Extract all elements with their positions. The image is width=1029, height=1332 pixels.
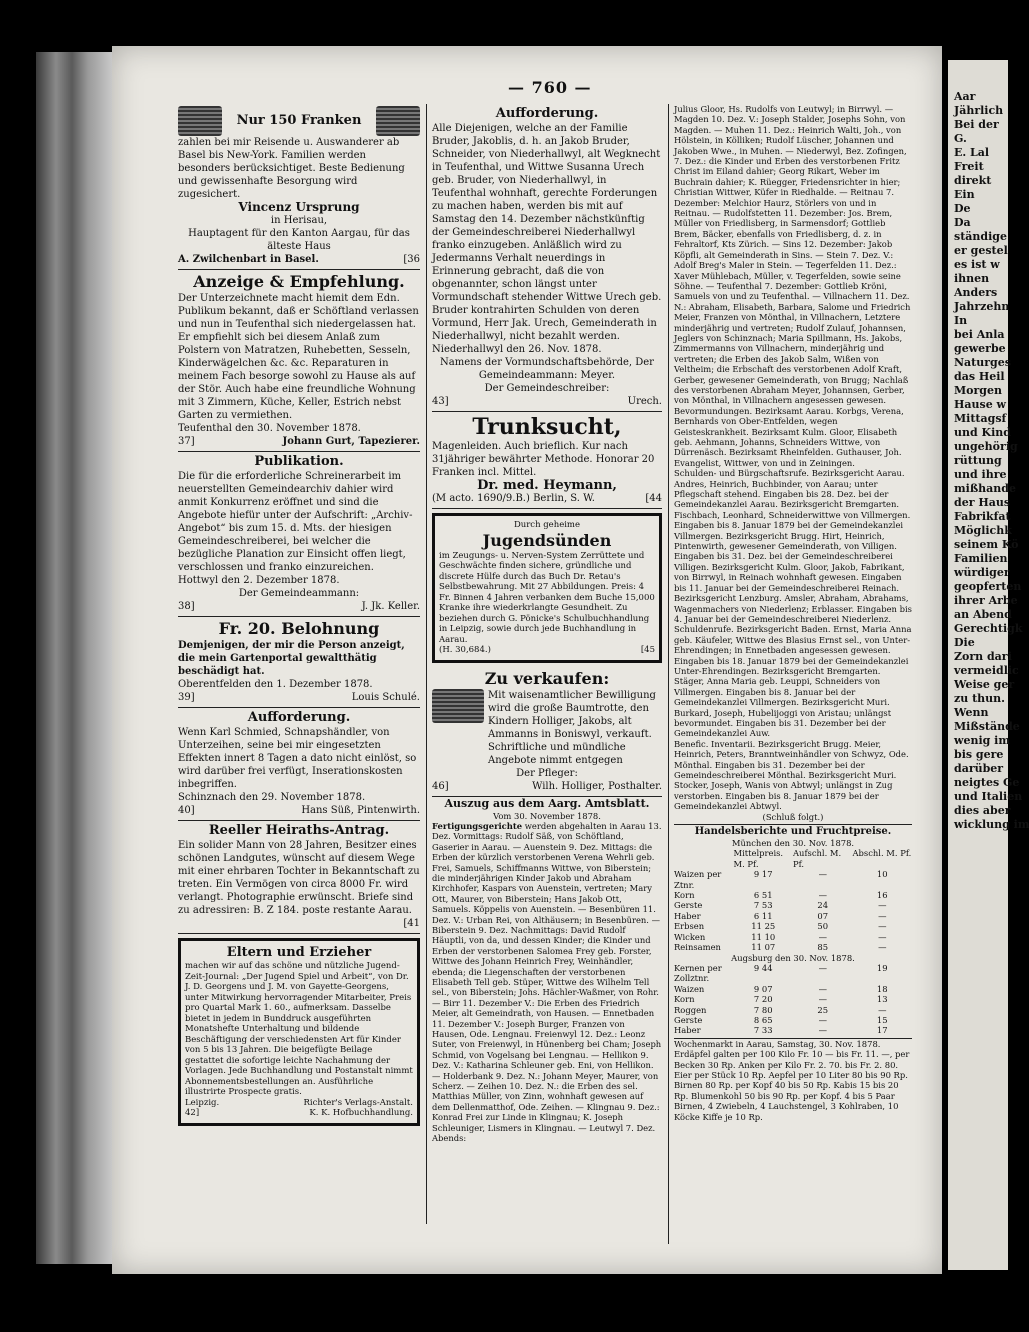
table-cell: Erbsen [674,921,705,932]
ad-office-2: Der Gemeindeschreiber: [484,383,610,394]
right-page-line: und Italien [954,790,1023,803]
ad-date: Oberentfelden den 1. Dezember 1878. [178,679,373,690]
ad-body: Alle Diejenigen, welche an der Familie Bruder, Jakoblis, d. h. an Jakob Bruder, Schneider, von Niederhallwyl, alt Wegknecht in Teufenthal, und Wittwe Susanna Urech geb. Bruder, von Niederhallwyl, in Teufenthal wohnhaft, gerechte Forderungen zu machen haben, werden bis mit auf Samstag den 14. Dezember nächstkünftig der Gemeindeschreiberei Niederhallwyl franko einzugeben. Anläßlich wird zu Jedermanns Verhalt neuerdings in Erinnerung gebracht, daß die von obgenannter, schon längst unter Vormundschaft stehender Wittwe Urech geb. Bruder kontrahirten Schulden von deren Vormund, Herr Jak. Urech, Gemeinderath in Niederhallwyl, nicht bezahlt werden. [432,123,662,342]
right-page-line: geopferten [954,580,1022,593]
page-number: — 760 — [508,78,592,97]
table-cell: — [878,942,887,953]
ad-number: [36 [403,254,420,265]
ad-date: Teufenthal den 30. November 1878. [178,423,361,434]
ad-number: [44 [645,493,662,504]
ad-name: Dr. med. Heymann, [477,478,617,493]
right-page-line: Familien [954,552,1008,565]
right-page-line: vermeidlic [954,664,1019,677]
ad-parents-educators [178,938,420,1126]
gazette-title: Auszug aus dem Aarg. Amtsblatt. [444,796,650,810]
ad-number: [41 [403,918,420,929]
column-rule-1 [426,104,427,1224]
right-page-line: es ist w [954,258,1000,271]
right-page-line: der Haus [954,496,1011,509]
right-page-line: Jährlich [954,104,1004,117]
table-cell: 11 10 [751,931,776,942]
ad-summons-2 [432,104,662,412]
ad-number: 38] [178,601,195,612]
ad-title: Aufforderung. [495,106,599,121]
table-row [674,900,912,910]
right-page-line: Naturges [954,356,1011,369]
table-header-cell: Aufschl. M. Pf. [793,848,842,869]
munich-price-table [674,848,912,952]
ad-body: Die für die erforderliche Schreinerarbeit im neuerstellten Gemeindearchiv dahier wird anmit Konkurrenz eröffnet und sind die Angebote hiefür unter der Aufschrift: „Archiv-Angebot“ bis zum 15. d. Mts. der hiesigen Gemeindeschreiberei, bei welcher die bezügliche Planation zur Einsicht offen liegt, verschlossen und franko einzureichen. [178,471,413,573]
ad-name: Vincenz Ursprung [238,200,360,214]
table-cell: Kernen per Zollztnr. [674,962,722,984]
table-cell: — [818,983,827,994]
ad-code: (H. 30,684.) [439,645,491,655]
table-cell: 16 [876,890,888,901]
ad-body: im Zeugungs- u. Nerven-System Zerrüttete und Geschwächte finden sichere, gründliche und discrete Hülfe durch das Buch Dr. Retau's Selbstbewahrung. Mit 27 Abbildungen. Preis: 4 Fr. Binnen 4 Jahren verbanken dem Buche 15,000 Kranke ihre wiederkrlangte Gesundheit. Zu beziehen durch G. Pönicke's Schulbuchhandlung in Leipzig, sowie durch jede Buchhandlung in Aarau. [439,550,655,645]
table-cell: Roggen [674,1004,707,1015]
table-header-cell [674,848,734,869]
ad-body: Demjenigen, der mir die Person anzeigt, die mein Gartenportal gewaltthätig beschädigt hat. [178,640,405,677]
table-row [674,984,912,994]
table-header-cell: Abschl. M. Pf. [852,848,912,859]
ad-body: Wenn Karl Schmied, Schnapshändler, von Unterzeihen, seine bei mir eingesetzten Effekten innert 8 Tagen a dato nicht einlöst, so wird darüber frei verfügt, Inserationskosten inbegriffen. [178,727,417,790]
right-page-line: Wenn [954,706,989,719]
right-page-line: und ihre [954,468,1007,481]
table-cell: 9 17 [753,869,773,880]
table-row [674,994,912,1004]
ad-title: Jugendsünden [482,530,612,550]
right-page-line: Da [954,216,971,229]
right-page-line: Bei der [954,118,999,131]
book-spine [36,52,116,1264]
right-page-line: Mittagsf [954,412,1007,425]
ad-date: Niederhallwyl den 26. Nov. 1878. [432,344,602,355]
gazette-text-5: Benefic. Inventarii. Bezirksgericht Brugg. Meier, Heinrich, Peters, Branntweinhändler von Schwyz, Ode. Mönthal. Eingaben bis 31. Dezember bei der Gemeindeschreiberei Mönthal. Bezirksgericht Muri. Stocker, Joseph, Wanis von Abtwyl; unlängst in Zug verstorben. Eingaben bis 8. Januar 1879 bei der Gemeindekanzlei Abtwyl. [674,738,909,812]
table-cell: 24 [817,900,829,911]
table-cell: Waizen per Ztnr. [674,869,722,890]
ad-summons-1 [178,708,420,821]
ad-body: Ein solider Mann von 28 Jahren, Besitzer eines schönen Landgutes, wünscht auf diesem Wege mit einer ehrbaren Tochter in Bekanntschaft zu treten. Ein Vermögen von circa 8000 Fr. wird verlangt. Photographie erwünscht. Briefe sind zu adressiren: B. Z 184. poste restante Aarau. [178,840,420,916]
right-page-line: Jahrzehn [954,300,1010,313]
building-engraving [432,689,484,723]
table-header-cell: Mittelpreis. M. Pf. [733,848,784,869]
right-page-line: Möglichk [954,524,1012,537]
gazette-subtitle: Fertigungsgerichte [432,820,523,831]
table-cell: 10 [876,869,888,880]
right-page-line: Morgen [954,384,1002,397]
table-cell: — [818,1014,827,1025]
ad-title: Reeller Heiraths-Antrag. [208,823,390,838]
ad-signature: J. Jk. Keller. [361,601,420,612]
right-page-line: G. [954,132,967,145]
right-page-line: Die [954,636,975,649]
right-page-line: Fabrikfat [954,510,1011,523]
right-page-line: wenig im [954,734,1010,747]
table-row [674,932,912,942]
ad-firm: A. Zwilchenbart in Basel. [178,254,319,265]
augsburg-price-table [674,963,912,1036]
right-page-line: Zorn dari [954,650,1012,663]
table-cell: Gerste [674,1014,703,1025]
ad-office: Der Gemeindeammann: [238,588,360,599]
right-page-line: mißhande [954,482,1016,495]
table-cell: Gerste [674,900,703,911]
right-page-line: direkt [954,174,992,187]
right-page-line: Mißstände [954,720,1020,733]
table-cell: 07 [817,910,829,921]
right-page-line: er gestel [954,244,1008,257]
ad-title: Eltern und Erzieher [226,945,372,960]
table-cell: — [818,931,827,942]
table-cell: 13 [876,994,888,1005]
right-page-line: E. Lal [954,146,990,159]
table-cell: 6 11 [753,910,773,921]
table-cell: 19 [876,962,888,973]
ad-body: Mit waisenamtlicher Bewilligung wird die große Baumtrotte, den Kindern Holliger, Jakobs, alt Ammanns in Boniswyl, verkauft. Schriftliche und mündliche Angebote nimmt entgegen [488,689,656,766]
table-cell: 9 07 [753,983,773,994]
table-cell: Haber [674,1025,701,1036]
gazette-text-3: Schulden- und Bürgschaftsrufe. Bezirksgericht Aarau. Andres, Heinrich, Buchbinder, von Aarau; unter Pflegschaft stehend. Eingaben bis 28. Dez. bei der Gemeindekanzlei Aarau. Bezirksgericht Bremgarten. Fischbach, Leonhard, Schneiderwittwe von Villmergen. Eingaben bis 8. Januar 1879 bei der Gemeindekanzlei Villmergen. Bezirksgericht Brugg. Hirt, Heinrich, Pintenwirth, gewesener Gemeinderath, von Villigen. Eingaben bis 31. Dez. bei der Gemeindeschreiberei Villigen. Bezirksgericht Kulm. Gloor, Jakob, Fabrikant, von Birrwyl, in Reinach wohnhaft gewesen. Eingaben bis 11. Januar bei der Gemeindeschreiberei Reinach. Bezirksgericht Lenzburg. Amsler, Abraham, Abrahams, Wagenmachers von Niederlenz; Erblasser. Eingaben bis 4. Januar bei der Gemeindeschreiberei Niederlenz. [674,468,912,624]
ad-signature: Hans Süß, Pintenwirth. [301,805,420,816]
table-cell: 11 25 [751,921,776,932]
right-page-line: dies aber [954,804,1011,817]
table-row [674,911,912,921]
table-cell: 85 [817,942,829,953]
gazette-closing: (Schluß folgt.) [762,811,824,822]
table-row [674,942,912,952]
market-title: Handelsberichte und Fruchtpreise. [694,826,892,838]
right-page-line: an Abend [954,608,1012,621]
ad-number: 46] [432,780,449,792]
right-page-line: ihnen [954,272,990,285]
ad-marriage [178,821,420,934]
table-cell: — [878,910,887,921]
right-page-line: Weise ger [954,678,1015,691]
ad-date: Schinznach den 29. November 1878. [178,792,366,803]
ad-title: Aufforderung. [247,710,351,725]
ad-office: Der Pfleger: [516,767,578,779]
ad-firm: Richter's Verlags-Anstalt. [303,1097,413,1108]
table-cell: 15 [876,1014,888,1025]
table-cell: 7 33 [753,1025,773,1036]
ad-emigration [178,104,420,270]
right-page-line: Ein [954,188,975,201]
ad-number: 42] [185,1108,200,1118]
gazette-text-1: Julius Gloor, Hs. Rudolfs von Leutwyl; in Birrwyl. — Magden 10. Dez. V.: Joseph Stalder, Josephs Sohn, von Magden. — Muhen 11. Dez.: Heinrich Walti, Joh., von Hölstein, in Kölliken; Rudolf Lüscher, Johannen und Jakoben Wwe., in Muhen. — Niederwyl, Bez. Zofingen, 7. Dez.: die Kinder und Erben des verstorbenen Fritz Christ im Eiland dahier; Georg Rikart, Weber im Buchrain dahier; K. Rüegger, Friedensrichter in hier; Christian Wittwer, Küfer in Riedhalde. — Reitnau 7. Dezember: Melchior Haurz, Störlers von und in Reitnau. — Rudolfstetten 11. Dezember: Jos. Brem, Müller von Friedlisberg, in Sarmensdorf; Gottlieb Brem, Bäcker, ebenfalls von Friedlisberg, d. z. in Fehraltorf, Kts Zürich. — Sins 12. Dezember: Jakob Köpfli, alt Gemeinderath in Sins. — Stein 7. Dez. V.: Adolf Breg's Maler in Stein. — Tegerfelden 11. Dez.: Xaver Mühlebach, Müller, v. Tegerfelden, sowie seine Söhne. — Teufenthal 7. Dezember: Gottlieb Kröni, Samuels von und zu Teufenthal. — Villnachern 11. Dez. N.: Abraham, Elisabeth, Barbara, Salome und Friedrich Meier, Franzen von Mönthal, in Villnachern, Letztere minderjährig und vertreten; Rudolf Zulauf, Johannsen, Jeglers von Schinznach; Maria Spillmann, Hs. Jakobs, Zimmermanns von Villnachern, minderjährig und vertreten; die Erben des Jakob Salm, Wißen von Veltheim; die Erbschaft des verstorbenen Adolf Kraft, Gerber, gewesener Gemeinderath, von Brugg; Nachlaß des verstorbenen Abraham Meyer, Johannsen, Gerber, von Mönthal, in Villnachern angesessen gewesen. [674,104,911,406]
table-cell: 6 51 [753,890,773,901]
ad-body: machen wir auf das schöne und nützliche Jugend-Zeit-Journal: „Der Jugend Spiel und Arbeit“, von Dr. J. D. Georgens und J. M. von Gayette-Georgens, unter Mitwirkung hervorragender Mitarbeiter, Preis pro Quartal Mark 1. 60., aufmerksam. Dasselbe bietet in jedem in Bunddruck ausgeführten Monatshefte Unterhaltung und bildende Beschäftigung der verschiedensten Art für Kinder von 5 bis 13 Jahren. Die beigefügte Beilage gestattet die sofortige leichte Nachahmung der Vorlagen. Jede Buchhandlung und Postanstalt nimmt Abonnementsbestellungen an. Ausführliche illustrirte Prospecte gratis. [185,961,413,1097]
table-cell: Korn [674,890,695,901]
right-page-line: darüber [954,762,1004,775]
table-cell: 18 [876,983,888,994]
table-cell: Waizen [674,983,705,994]
table-cell: 9 44 [753,962,773,973]
table-cell: 7 80 [753,1004,773,1015]
table-cell: — [878,931,887,942]
table-cell: 11 07 [751,942,776,953]
right-page-line: De [954,202,971,215]
right-page-line: bei Anla [954,328,1005,341]
table-row [674,890,912,900]
ad-title: Trunksucht, [472,414,622,440]
table-cell: 7 20 [753,994,773,1005]
ad-address: (M acto. 1690/9.B.) Berlin, S. W. [432,493,595,504]
ad-recommendation [178,270,420,452]
right-page-line: Gerechtigk [954,622,1023,635]
right-page-line: würdiger [954,566,1010,579]
ad-reward [178,617,420,708]
ship-engraving [376,106,420,136]
table-cell: — [878,900,887,911]
table-cell: Reinsamen [674,942,721,953]
ad-title: Fr. 20. Belohnung [218,619,380,638]
ad-title: Zu verkaufen: [484,668,610,688]
table-cell: Wicken [674,931,706,942]
table-cell: 7 53 [753,900,773,911]
table-row [674,1005,912,1015]
ad-title: Publikation. [254,454,344,469]
table-cell: 50 [817,921,829,932]
right-page-line: ständige [954,230,1007,243]
right-page-line: Freit [954,160,984,173]
ad-body: zahlen bei mir Reisende u. Auswanderer ab Basel bis New-York. Familien werden besonders berücksichtiget. Beste Bedienung und gewissenhafte Besorgung wird zugesichert. [178,137,405,200]
augsburg-title: Augsburg den 30. Nov. 1878. [731,952,855,963]
ad-signature: Wilh. Holliger, Posthalter. [532,780,662,792]
weekly-market: Wochenmarkt in Aarau, Samstag, 30. Nov. 1878. Erdäpfel galten per 100 Kilo Fr. 10 — bis Fr. 11. —, per Becken 30 Rp. Anken per Kilo Fr. 2. 70. bis Fr. 2. 80. Eier per Stück 10 Rp. Aepfel per 10 Liter 80 bis 90 Rp. Birnen 80 Rp. per Kopf 40 bis 50 Rp. Kabis 15 bis 20 Rp. Blumenkohl 50 bis 90 Rp. per Kopf. 4 bis 5 Paar Birnen, 4 Zwiebeln, 4 Lauchstengel, 3 Kohlraben, 10 Köcke Kiffe je 10 Rp. [674,1038,910,1122]
ad-body: Magenleiden. Auch brieflich. Kur nach 31jähriger bewährter Methode. Honorar 20 Franken incl. Mittel. [432,441,655,478]
table-row [674,869,912,890]
ad-number: 37] [178,436,195,447]
ad-place: in Herisau, [270,215,328,226]
table-cell: — [878,921,887,932]
column-3 [674,104,912,1250]
right-page-line: und Kind [954,426,1011,439]
gazette-extract [432,797,662,1144]
table-header-row [674,848,912,869]
ad-signature: Urech. [627,396,662,407]
gazette-text-4: Schuldenrufe. Bezirksgericht Baden. Ernst, Maria Anna geb. Käufeler, Wittwe des Blasius Ernst sel., von Unter-Ehrendingen; in Ennetbaden angesessen gewesen. Eingaben bis 18. Januar 1879 bei der Gemeindekanzlei Unter-Ehrendingen. Bezirksgericht Bremgarten. Stäger, Anna Maria geb. Leuppi, Schneiders von Villmergen. Eingaben bis 8. Januar bei der Gemeindekanzlei Villmergen. Bezirksgericht Muri. Burkard, Joseph, Hubelijoggi von Aristau; unlängst bevormundet. Eingaben bis 31. Dezember bei der Gemeindekanzlei Auw. [674,624,912,739]
right-page-line: ungehörig [954,440,1018,453]
right-page-edge [948,60,1029,1270]
ad-signature: Louis Schulé. [351,692,420,703]
ad-youth-sins [432,513,662,663]
table-row [674,921,912,931]
table-row [674,963,912,984]
ad-number: [45 [640,645,655,655]
ad-office: Namens der Vormundschaftsbehörde, Der Gemeindeammann: Meyer. [440,357,654,381]
column-1 [178,104,420,1226]
gazette-text-2: Bevormundungen. Bezirksamt Aarau. Korbgs, Verena, Bernhards von Ober-Entfelden, wegen Geisteskrankheit. Bezirksamt Kulm. Gloor, Elisabeth geb. Aehmann, Johanns, Schneiders Wittwe, von Dürrenäsch. Bezirksamt Rheinfelden. Guthauser, Joh. Evangelist, Wittwer, von und in Zeiningen. [674,405,904,468]
ad-number: 43] [432,396,449,407]
munich-title: München den 30. Nov. 1878. [731,838,855,849]
right-page-line: bis gere [954,748,1004,761]
right-page-line: Hause w [954,398,1007,411]
right-page-line: zu thun. [954,692,1005,705]
table-cell: — [818,890,827,901]
right-page-line: neigtes Ge [954,776,1020,789]
table-cell: — [818,1025,827,1036]
right-page-line: seinem Kö [954,538,1019,551]
table-row [674,1025,912,1035]
table-cell: — [818,994,827,1005]
right-page-line: Aar [954,90,976,103]
table-cell: 17 [876,1025,888,1036]
ad-body: Der Unterzeichnete macht hiemit dem Edn. Publikum bekannt, daß er Schöftland verlassen und nun in Teufenthal sich niedergelassen hat. Er empfiehlt sich bei diesem Anlaß zum Polstern von Matratzen, Ruhebetten, Sesseln, Kinderwägelchen &c. &c. Reparaturen in meinem Fach besorge sowohl zu Hause als auf der Stör. Auch habe eine freundliche Wohnung mit 3 Zimmern, Küche, Keller, Estrich nebst Garten zu vermiethen. [178,293,419,421]
right-page-line: In [954,314,968,327]
ad-publication [178,452,420,617]
train-engraving [178,106,222,136]
right-page-line: gewerbe [954,342,1006,355]
table-cell: 8 65 [753,1014,773,1025]
ad-pretitle: Durch geheime [513,520,581,530]
ad-number: 39] [178,692,195,703]
ad-signature: Johann Gurt, Tapezierer. [282,436,420,447]
ad-alcoholism [432,412,662,509]
table-cell: — [818,869,827,880]
ad-number: 40] [178,805,195,816]
gazette-body: werden abgehalten in Aarau 13. Dez. Vormittags: Rudolf Säß, von Schöftland, Gaserier in Aarau. — Auenstein 9. Dez. Mittags: die Erben der kürzlich verstorbenen Verena Wehrli geb. Frei, Samuels, Schiffmanns Wittwe, von Biberstein; die minderjährigen Kinder Jakob und Abraham Kirchhofer, Kaspars von Auenstein, vertreten; Mary Ott, Maurer, von Biberstein; Hans Jakob Ott, Samuels. Köppelis von Auenstein. — Besenbüren 11. Dez. V.: Urban Rei, von Althäusern; in Besenbüren. — Biberstein 9. Dez. Nachmittags: David Rudolf Häuptli, von da, und dessen Kinder; die Kinder und Erben der verstorbenen Salomea Frey geb. Forster, Wittwe des Johann Heinrich Frey, Weinhändler, ebenda; die Liegenschaften der verstorbenen Elisabeth Tell geb. Stüper, Wittwe des Wilhelm Tell sel., von Biberstein; Johs. Hächler-Waßmer, von Rohr. — Birr 11. Dezember V.: Die Erben des Friedrich Meier, alt Gemeindrath, von Hausen. — Ennetbaden 11. Dezember V.: Joseph Burger, Franzen von Hausen, Ode. Lengnau. Freienwyl 12. Dez.: Leonz Suter, von Freienwyl, in Hünenberg bei Cham; Joseph Schmid, von Vogelsang bei Lengnau. — Hellikon 9. Dez. V.: Katharina Schleuner geb. Eni, von Hellikon. — Holderbank 9. Dez. N.: Johann Meyer, Maurer, von Scherz. — Zeihen 10. Dez. N.: die Erben des sel. Matthias Müller, von Zinn, wohnhaft gewesen auf dem Dellenmatthof, Ode. Zeihen. — Klingnau 9. Dez.: Konrad Frei zur Linde in Klingnau; K. Joseph Schleuniger, Lismers in Klingnau. — Leutwyl 7. Dez. Abends: [432,820,662,1144]
ad-title: Nur 150 Franken [236,113,362,128]
ad-title: Anzeige & Empfehlung. [193,272,405,291]
ad-agent: Hauptagent für den Kanton Aargau, für das älteste Haus [188,228,410,252]
column-rule-2 [668,104,669,1244]
gazette-date: Vom 30. November 1878. [493,810,601,821]
right-page-line: wicklung im [954,818,1029,831]
right-page-line: Anders [954,286,998,299]
column-2 [432,104,662,1244]
table-cell: — [818,962,827,973]
table-cell: — [878,1004,887,1015]
ad-date: Hottwyl den 2. Dezember 1878. [178,575,340,586]
ad-firm-2: K. K. Hofbuchhandlung. [309,1108,413,1118]
right-page-line: ihrer Arbe [954,594,1018,607]
ad-for-sale [432,667,662,797]
ad-place: Leipzig. [185,1097,220,1108]
right-page-line: das Heil [954,370,1005,383]
table-cell: Haber [674,910,701,921]
table-row [674,1015,912,1025]
table-cell: Korn [674,994,695,1005]
right-page-line: rüttung [954,454,1002,467]
table-cell: 25 [817,1004,829,1015]
